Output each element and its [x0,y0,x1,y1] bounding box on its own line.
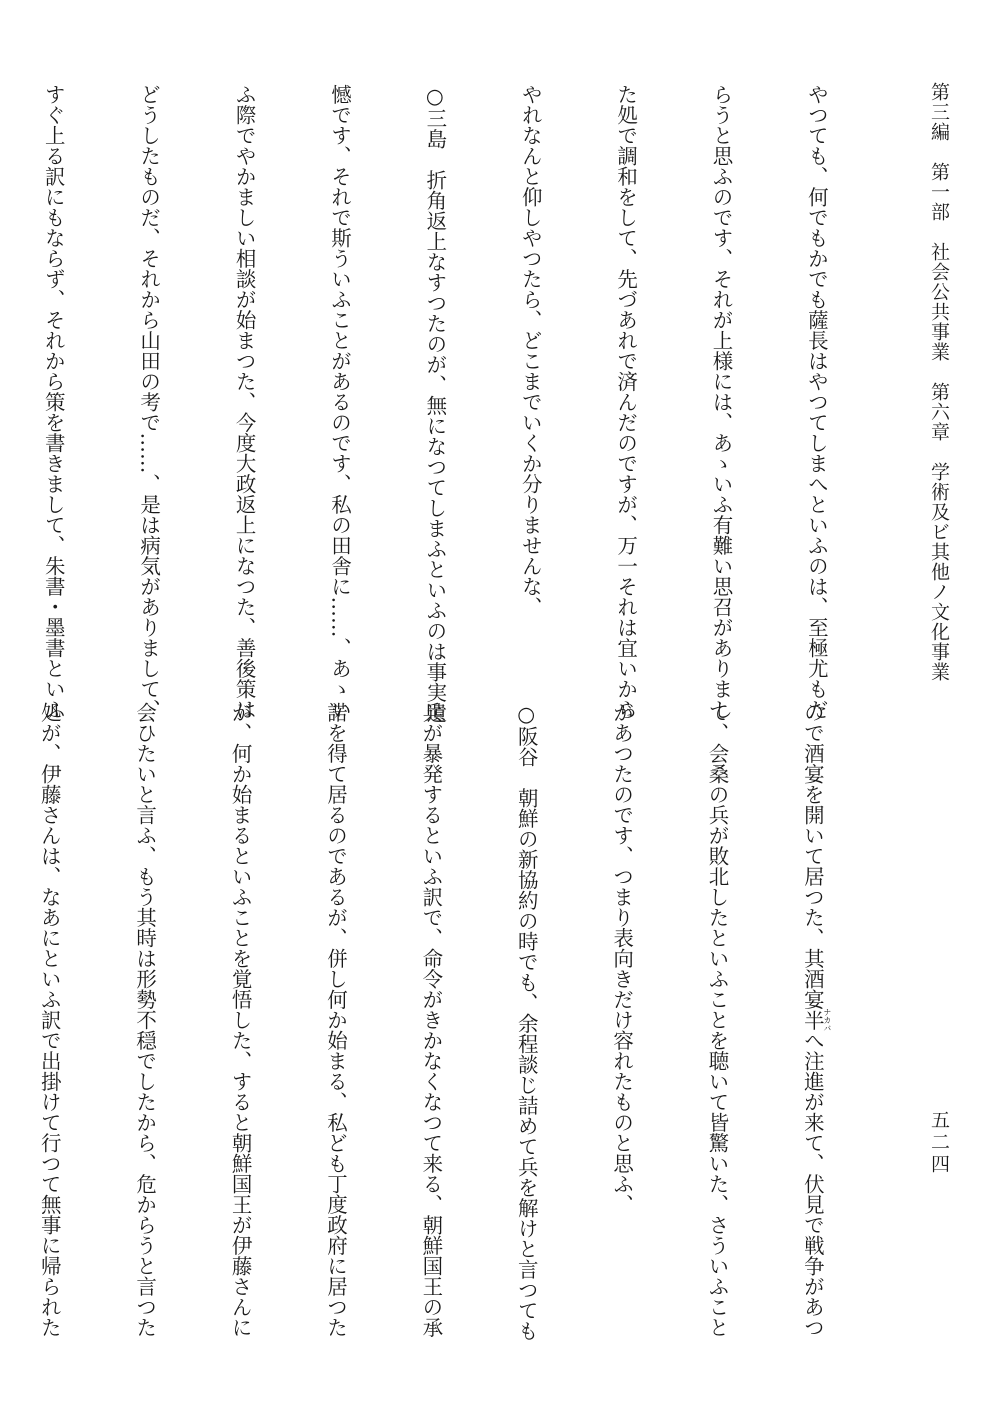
text-line: すぐ上る訳にもならず、それから策を書きまして、朱書・墨書といふ [41,84,66,720]
text-line: 兵が暴発するといふ訳で、命令がきかなくなつて来る、朝鮮国王の承 [418,702,443,1338]
text-line: やれなんと仰しやつたら、どこまでいくか分りませんな、 [518,84,543,617]
furigana-word: 半ナカバ [800,1007,832,1032]
text-line: が、何か始まるといふことを覚悟した、すると朝鮮国王が伊藤さんに [228,702,253,1338]
text-line: 憾です、それで斯ういふことがあるのです、私の田舎に……、あゝい [327,84,352,720]
text-segment: ので酒宴を開いて居つた、其酒宴 [800,702,825,1010]
text-line: 処が、伊藤さんは、なあにといふ訳で出掛けて行つて無事に帰られた [37,702,62,1338]
text-block-upper [41,84,895,723]
text-line: らうと思ふのです、それが上様には、あゝいふ有難い思召がありまし [709,84,734,720]
text-line: やつても、何でもかでも薩長はやつてしまへといふのは、至極尤もだ [804,84,829,720]
text-block-lower [37,702,895,1341]
text-line: 会ひたいと言ふ、もう其時は形勢不穏でしたから、危からうと言つた [132,702,157,1338]
text-line: て、会桑の兵が敗北したといふことを聴いて皆驚いた、さういふこと [705,702,730,1338]
text-line: 諾を得て居るのであるが、併し何か始まる、私ども丁度政府に居つた [323,702,348,1338]
running-header: 第三編 第一部 社会公共事業 第六章 学術及ビ其他ノ文化事業 [928,82,950,682]
text-line: ○三島 折角返上なすつたのが、無になつてしまふといふのは事実遺 [422,84,447,723]
text-segment: へ注進が来て、伏見で戦争があつ [800,1030,825,1338]
text-line: があつたのです、つまり表向きだけ容れたものと思ふ、 [609,702,634,1215]
text-line: た処で調和をして、先づあれで済んだのですが、万一それは宜いから [613,84,638,720]
text-line: ○阪谷 朝鮮の新協約の時でも、余程談じ詰めて兵を解けと言つても [514,702,539,1341]
furigana-reading: ナカバ [822,1007,832,1032]
text-line: ふ際でやかましい相談が始まつた、今度大政返上になつた、善後策は [232,84,257,720]
text-line-with-furigana [796,702,832,1338]
page-number: 五二四 [928,1110,950,1176]
text-line: どうしたものだ、それから山田の考で……、是は病気がありまして、 [136,84,161,720]
